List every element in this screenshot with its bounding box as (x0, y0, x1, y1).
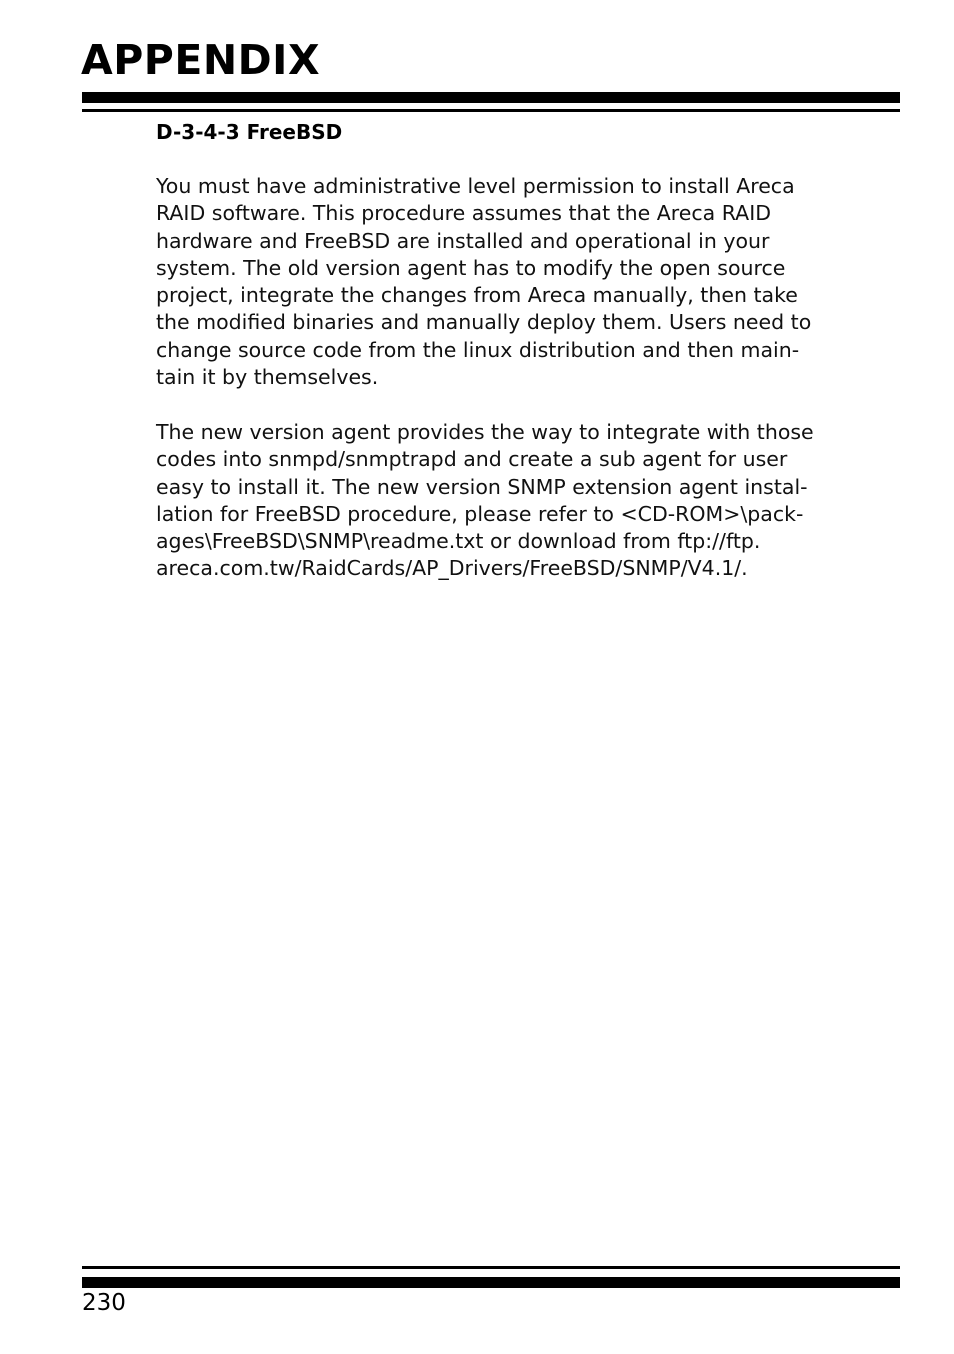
paragraph-line: change source code from the linux distribution and then main- (156, 337, 800, 362)
paragraph-2 (156, 419, 898, 583)
footer-rule-thick (82, 1277, 900, 1288)
section-heading: D-3-4-3 FreeBSD (156, 120, 343, 144)
header-rule-thick (82, 92, 900, 103)
paragraph-1 (156, 173, 898, 391)
paragraph-line: You must have administrative level permission to install Areca (156, 174, 795, 198)
paragraph-line: easy to install it. The new version SNMP extension agent instal- (156, 474, 808, 499)
footer-rule-thin (82, 1266, 900, 1269)
paragraph-line: The new version agent provides the way to integrate with those (156, 420, 814, 444)
paragraph-line: lation for FreeBSD procedure, please refer to <CD-ROM>\pack- (156, 501, 804, 526)
header-rule-thin (82, 109, 900, 112)
paragraph-line: areca.com.tw/RaidCards/AP_Drivers/FreeBSD/SNMP/V4.1/. (156, 556, 748, 581)
paragraph-line: the modified binaries and manually deploy them. Users need to (156, 310, 812, 335)
paragraph-line: codes into snmpd/snmptrapd and create a sub agent for user (156, 447, 788, 472)
paragraph-line: ages\FreeBSD\SNMP\readme.txt or download from ftp://ftp. (156, 529, 761, 554)
page-number: 230 (82, 1290, 126, 1316)
page-header-title: APPENDIX (81, 36, 321, 84)
paragraph-line: tain it by themselves. (156, 365, 379, 390)
paragraph-line: project, integrate the changes from Areca manually, then take (156, 283, 798, 308)
paragraph-line: RAID software. This procedure assumes that the Areca RAID (156, 201, 772, 226)
paragraph-line: hardware and FreeBSD are installed and operational in your (156, 228, 770, 253)
paragraph-line: system. The old version agent has to modify the open source (156, 255, 786, 280)
